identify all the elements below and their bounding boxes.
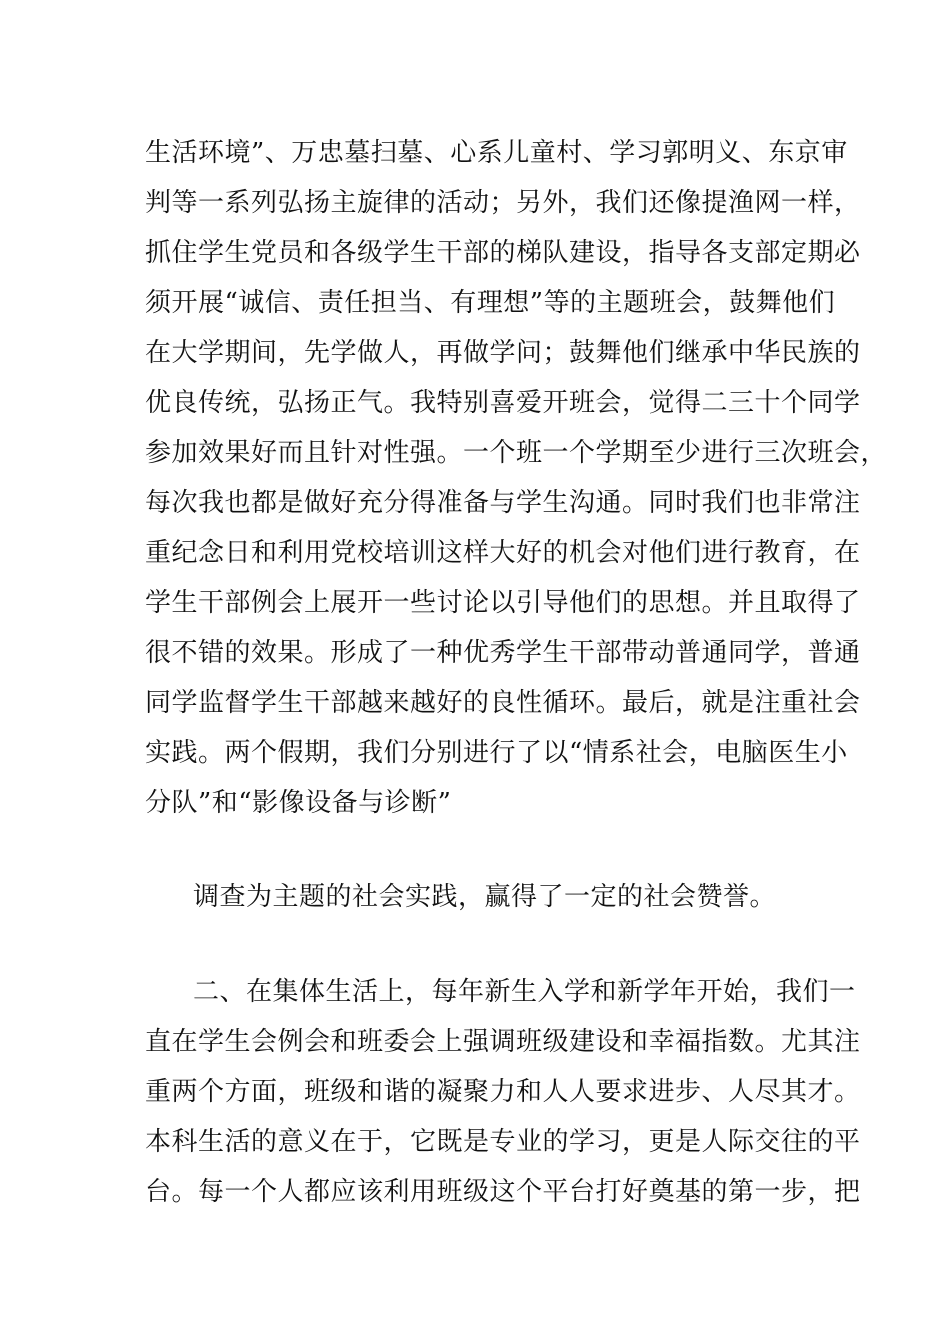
text-line: 抓住学生党员和各级学生干部的梯队建设，指导各支部定期必: [145, 238, 861, 268]
text-line: 优良传统，弘扬正气。我特别喜爱开班会，觉得二三十个同学: [145, 388, 861, 418]
text-line: 须开展“诚信、责任担当、有理想”等的主题班会，鼓舞他们: [145, 288, 836, 318]
text-line: 判等一系列弘扬主旋律的活动；另外，我们还像提渔网一样，: [145, 188, 861, 218]
text-line: 在大学期间，先学做人，再做学问；鼓舞他们继承中华民族的: [145, 338, 861, 368]
text-line: 直在学生会例会和班委会上强调班级建设和幸福指数。尤其注: [145, 1027, 861, 1057]
text-line: 参加效果好而且针对性强。一个班一个学期至少进行三次班会，: [145, 438, 888, 468]
text-line: 很不错的效果。形成了一种优秀学生干部带动普通同学，普通: [145, 638, 861, 668]
text-line: 台。每一个人都应该利用班级这个平台打好奠基的第一步，把: [145, 1177, 861, 1207]
text-line: 每次我也都是做好充分得准备与学生沟通。同时我们也非常注: [145, 488, 861, 518]
text-line: 生活环境”、万忠墓扫墓、心系儿童村、学习郭明义、东京审: [145, 138, 848, 168]
text-line: 二、在集体生活上，每年新生入学和新学年开始，我们一: [193, 977, 856, 1007]
text-line: 重两个方面，班级和谐的凝聚力和人人要求进步、人尽其才。: [145, 1077, 861, 1107]
text-line: 分队”和“影像设备与诊断”: [145, 788, 452, 818]
text-line: 实践。两个假期，我们分别进行了以“情系社会，电脑医生小: [145, 738, 848, 768]
text-line: 调查为主题的社会实践，赢得了一定的社会赞誉。: [193, 882, 777, 912]
text-line: 重纪念日和利用党校培训这样大好的机会对他们进行教育，在: [145, 538, 861, 568]
text-line: 本科生活的意义在于，它既是专业的学习，更是人际交往的平: [145, 1127, 861, 1157]
text-line: 学生干部例会上展开一些讨论以引导他们的思想。并且取得了: [145, 588, 861, 618]
text-line: 同学监督学生干部越来越好的良性循环。最后，就是注重社会: [145, 688, 861, 718]
